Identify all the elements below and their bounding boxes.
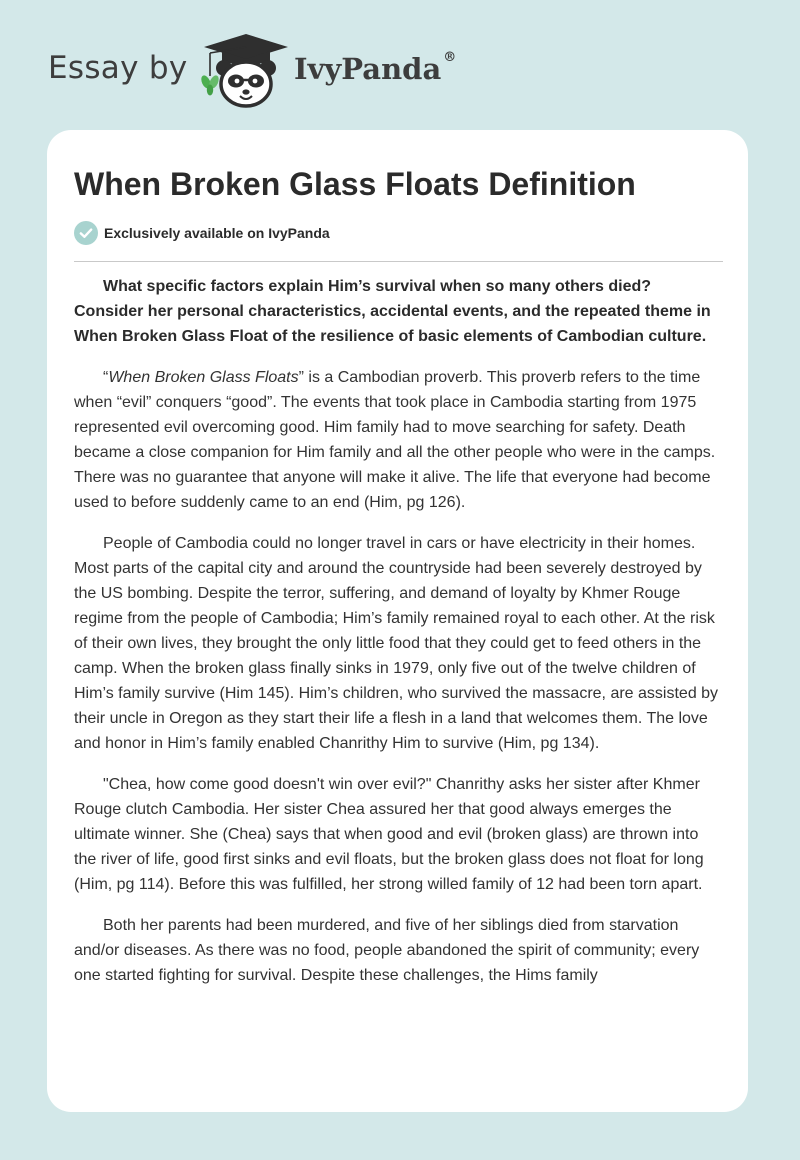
essay-body [74,274,724,1004]
quote-open: “ [103,369,109,386]
essay-paragraph: Both her parents had been murdered, and five of her siblings died from starvation and/or diseases. As there was no food, people abandoned the spirit of community; every one started fighting for survival. Despite these challenges, the Hims family [74,917,700,984]
brand-prefix: Essay by [48,50,188,86]
title-divider [74,261,723,262]
exclusive-badge [74,221,330,245]
essay-paragraph: "Chea, how come good doesn't win over evil?" Chanrithy asks her sister after Khmer Rouge clutch Cambodia. Her sister Chea assured her that good always emerges the ultimate winner. She (Chea) says that when good and evil (broken glass) are thrown into the river of life, good first sinks and evil floats, but the broken glass does not float for long (Him, pg 114). Before this was fulfilled, her strong willed family of 12 had been torn apart. [74,776,704,893]
check-circle-icon [74,221,98,245]
essay-paragraph [74,365,724,515]
page-title: When Broken Glass Floats Definition [74,166,636,202]
essay-question: What specific factors explain Him’s survival when so many others died? Consider her personal characteristics, accidental events, and the repeated theme in When Broken Glass Float of the resilience of basic elements of Cambodian culture. [74,278,711,345]
book-title: When Broken Glass Floats [108,369,299,386]
registered-mark: ® [443,50,457,65]
panda-graduate-icon[interactable] [200,34,292,108]
brand-name[interactable]: IvyPanda ® [294,50,457,86]
paragraph-text: ” is a Cambodian proverb. This proverb refers to the time when “evil” conquers “good”. The events that took place in Cambodia starting from 1975 represented evil overcoming good. Him family had to move searching for safety. Death became a close companion for Him family and all the other people who were in the camps. There was no guarantee that anyone will make it alive. The life that everyone had become used to before suddenly came to an end (Him, pg 126). [74,369,716,511]
essay-paragraph: People of Cambodia could no longer travel in cars or have electricity in their homes. Most parts of the capital city and around the countryside had been severely destroyed by the US bombing. Despite the terror, suffering, and demand of loyalty by Khmer Rouge regime from the people of Cambodia; Him’s family remained royal to each other. At the risk of their own lives, they brought the only little food that they could get to feed others in the camp. When the broken glass finally sinks in 1979, only five out of the twelve children of Him’s family survive (Him 145). Him’s children, who survived the massacre, are assisted by their uncle in Oregon as they start their life a flesh in a land that welcomes them. The love and honor in Him’s family enabled Chanrithy Him to survive (Him, pg 134). [74,535,719,752]
exclusive-badge-text: Exclusively available on IvyPanda [104,225,330,241]
site-header [0,0,800,130]
essay-card [47,130,748,1112]
